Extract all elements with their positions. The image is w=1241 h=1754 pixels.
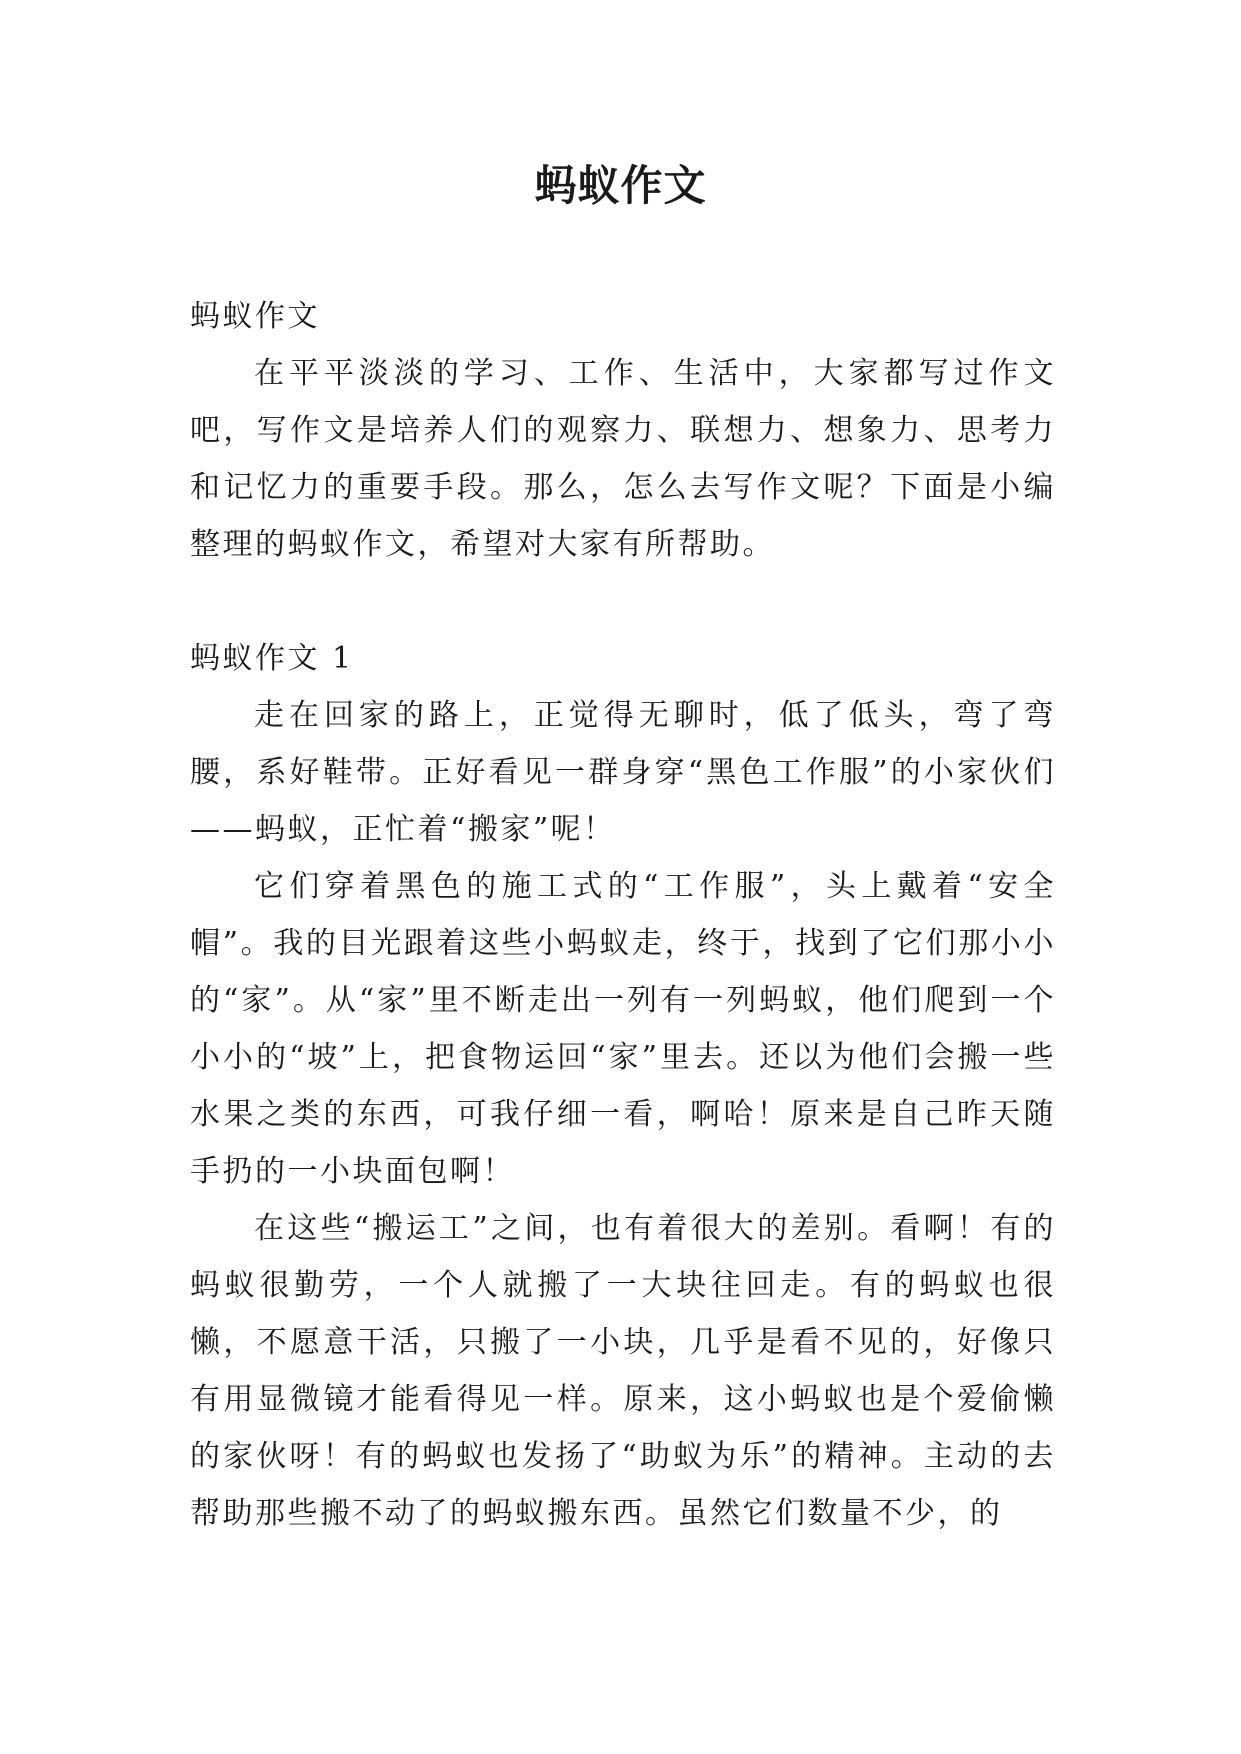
- document-body: [190, 288, 1056, 1542]
- body-paragraph-1: 走在回家的路上，正觉得无聊时，低了低头，弯了弯腰，系好鞋带。正好看见一群身穿“黑色工作服”的小家伙们——蚂蚁，正忙着“搬家”呢！: [190, 698, 1056, 847]
- body-paragraph-2: 它们穿着黑色的施工式的“工作服”，头上戴着“安全帽”。我的目光跟着这些小蚂蚁走，终于，找到了它们那小小的“家”。从“家”里不断走出一列有一列蚂蚁，他们爬到一个小小的“坡”上，把食物运回“家”里去。还以为他们会搬一些水果之类的东西，可我仔细一看，啊哈！原来是自己昨天随手扔的一小块面包啊！: [190, 869, 1056, 1189]
- intro-paragraph: 在平平淡淡的学习、工作、生活中，大家都写过作文吧，写作文是培养人们的观察力、联想力、想象力、思考力和记忆力的重要手段。那么，怎么去写作文呢？下面是小编整理的蚂蚁作文，希望对大家有所帮助。: [190, 356, 1056, 562]
- intro-heading: 蚂蚁作文: [190, 299, 320, 334]
- body-paragraph-3: 在这些“搬运工”之间，也有着很大的差别。看啊！有的蚂蚁很勤劳，一个人就搬了一大块往回走。有的蚂蚁也很懒，不愿意干活，只搬了一小块，几乎是看不见的，好像只有用显微镜才能看得见一样。原来，这小蚂蚁也是个爱偷懒的家伙呀！有的蚂蚁也发扬了“助蚁为乐”的精神。主动的去帮助那些搬不动了的蚂蚁搬东西。虽然它们数量不少，的: [190, 1211, 1056, 1531]
- section-heading: 蚂蚁作文 1: [190, 641, 354, 676]
- section-spacer: [190, 573, 1056, 630]
- document-title: 蚂蚁作文: [534, 161, 707, 210]
